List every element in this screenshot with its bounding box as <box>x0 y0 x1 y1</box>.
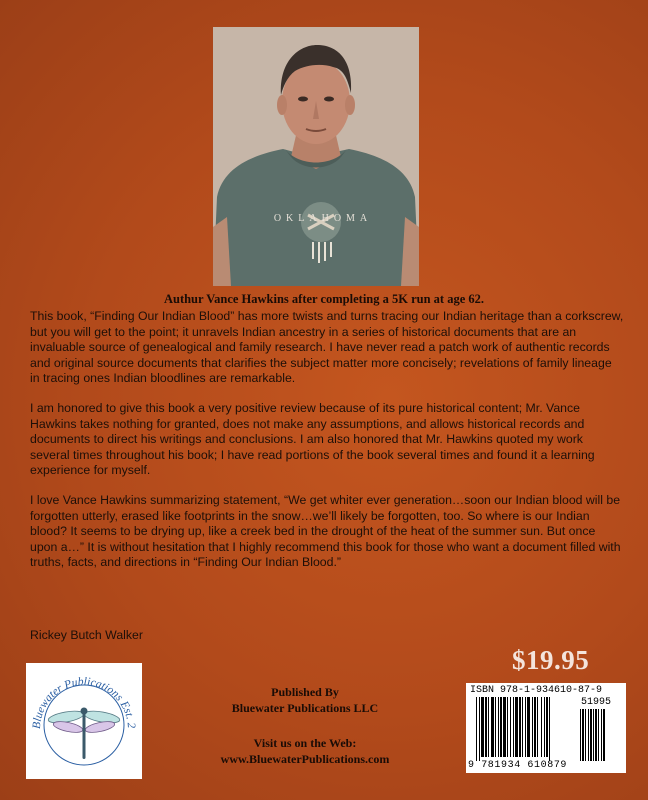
barcode-addon-bar <box>593 709 594 761</box>
barcode-bar <box>537 697 538 757</box>
publisher-logo <box>26 663 142 779</box>
barcode-bar <box>549 697 550 761</box>
barcode-bar <box>507 697 508 757</box>
barcode-bar <box>491 697 494 757</box>
barcode-bar <box>481 697 484 757</box>
dragonfly-icon <box>47 708 120 760</box>
review-text <box>30 309 624 585</box>
publisher-name: Bluewater Publications LLC <box>231 701 379 715</box>
barcode-bar <box>485 697 487 757</box>
photo-caption: Authur Vance Hawkins after completing a 5K run at age 62. <box>163 292 485 306</box>
barcode-addon-bar <box>580 709 581 761</box>
publisher-info <box>205 684 405 716</box>
barcode-bar <box>515 697 518 757</box>
barcode-bar <box>513 697 514 757</box>
barcode-addon-bar <box>585 709 586 761</box>
shirt-text: OKLAHOMA <box>273 213 373 224</box>
barcode-bar <box>525 697 526 757</box>
review-paragraph: This book, “Finding Our Indian Blood” has more twists and turns tracing our Indian heritage than a corkscrew, but you will get to the point; it unravels Indian ancestry in a series of historical documents that are an invaluable source of genealogical and family research. I have never read a patch work of authentic records and original source documents that clarifies the subject matter more concisely; revelations of family lineage in tracing ones Indian bloodlines are remarkable. <box>30 309 624 386</box>
barcode-bar <box>510 697 511 757</box>
barcode-addon-bar <box>595 709 597 761</box>
review-paragraph: I am honored to give this book a very positive review because of its pure historical content; Mr. Vance Hawkins takes nothing for granted, does not make any assumptions, and allows historical records and documents to direct his writings and conclusions. I am also honored that Mr. Hawkins quoted my work several times throughout his book; I have read portions of the book several times and found it a learning experience for myself. <box>30 400 595 478</box>
price-tag: $19.95 <box>512 645 590 675</box>
reviewer-signature: Rickey Butch Walker <box>30 628 143 642</box>
barcode-bar <box>532 697 533 757</box>
barcode-addon-bar <box>582 709 584 761</box>
website-url[interactable]: www.BluewaterPublications.com <box>220 752 390 766</box>
barcode-bar <box>522 697 523 757</box>
barcode-addon-number: 51995 <box>581 697 612 708</box>
barcode-addon-bar <box>598 709 599 761</box>
barcode-bar <box>498 697 499 757</box>
barcode-bar <box>476 697 477 761</box>
published-by-label: Published By <box>271 685 339 699</box>
barcode-addon-bar <box>590 709 592 761</box>
isbn-barcode <box>466 683 626 773</box>
barcode-bar <box>544 697 545 757</box>
barcode-bar <box>479 697 480 761</box>
review-paragraph: I love Vance Hawkins summarizing statement, “We get whiter ever generation…soon our Indian blood will be forgotten utterly, erased like footprints in the snow…we’ll likely be forgotten, too. So where is our Indian blood? It seems to be drying up, like a creek bed in the drought of the heat of the summer sun. But once upon a…” It is without hesitation that I highly recommend this book for those who want a document filled with truths, facts, and directions in “Finding Our Indian Blood.” <box>30 492 621 570</box>
logo-text: Bluewater Publications Est. 2 <box>30 675 138 730</box>
barcode-bar <box>519 697 521 757</box>
barcode-digits: 9 781934 610879 <box>468 760 568 771</box>
barcode-bar <box>488 697 489 757</box>
barcode-addon-bar <box>603 709 605 761</box>
website-info <box>205 735 405 767</box>
barcode-bar <box>503 697 506 757</box>
svg-text:Bluewater Publications Est. 20 <box>26 663 137 729</box>
barcode-bar <box>527 697 530 757</box>
isbn-label: ISBN 978-1-934610-87-9 <box>470 685 603 696</box>
website-label: Visit us on the Web: <box>253 736 357 750</box>
barcode-addon-bar <box>601 709 602 761</box>
barcode-bar <box>495 697 496 757</box>
barcode-bar <box>500 697 502 757</box>
barcode-bar <box>534 697 536 757</box>
author-photo <box>213 27 419 286</box>
barcode-bar <box>541 697 542 757</box>
barcode-bar <box>546 697 548 757</box>
barcode-addon-bar <box>588 709 589 761</box>
